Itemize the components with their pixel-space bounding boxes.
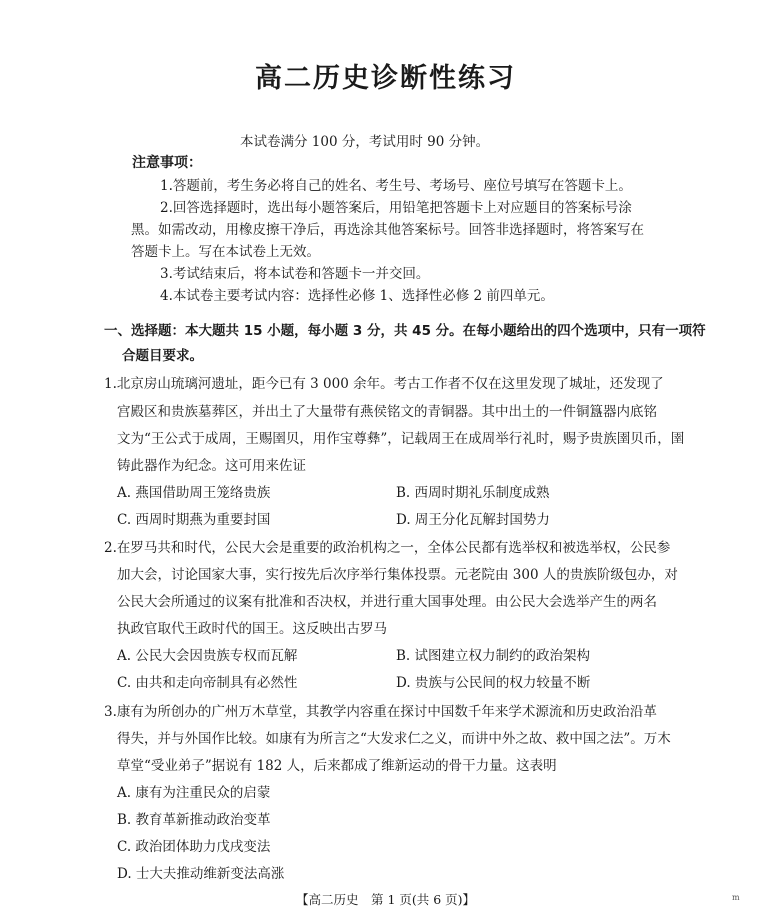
question-2-option-a: A. 公民大会因贵族专权而瓦解 xyxy=(117,648,298,664)
question-3-stem: 得失，并与外国作比较。如康有为所言之“大发求仁之义，而讲中外之故、救中国之法”。万木 xyxy=(117,731,671,747)
question-1-option-c: C. 西周时期燕为重要封国 xyxy=(117,512,271,528)
corner-mark: m xyxy=(732,893,740,902)
question-2-stem: 执政官取代王政时代的国王。这反映出古罗马 xyxy=(117,621,387,637)
question-1-stem: 文为“王公式于成周，王赐圉贝，用作宝尊彝”，记载周王在成周举行礼时，赐予贵族圉贝币，圉 xyxy=(117,431,685,447)
question-2-stem: 2.在罗马共和时代，公民大会是重要的政治机构之一，全体公民都有选举权和被选举权，公民参 xyxy=(104,540,671,556)
question-1-option-d: D. 周王分化瓦解封国势力 xyxy=(396,512,550,528)
section-heading-cont: 合题目要求。 xyxy=(122,348,203,364)
notice-line: 4.本试卷主要考试内容：选择性必修 1、选择性必修 2 前四单元。 xyxy=(160,288,554,304)
notice-line: 3.考试结束后，将本试卷和答题卡一并交回。 xyxy=(160,266,430,282)
question-3-option-c: C. 政治团体助力戊戌变法 xyxy=(117,839,271,855)
question-2-stem: 公民大会所通过的议案有批准和否决权，并进行重大国事处理。由公民大会选举产生的两名 xyxy=(117,594,657,610)
question-1-stem: 1.北京房山琉璃河遗址，距今已有 3 000 余年。考古工作者不仅在这里发现了城址，还发现了 xyxy=(104,376,664,392)
question-1-option-b: B. 西周时期礼乐制度成熟 xyxy=(396,485,550,501)
question-3-option-b: B. 教育革新推动政治变革 xyxy=(117,812,271,828)
question-2-option-d: D. 贵族与公民间的权力较量不断 xyxy=(396,675,591,691)
notice-heading: 注意事项： xyxy=(132,155,202,171)
question-3-option-d: D. 士大夫推动维新变法高涨 xyxy=(117,866,285,882)
question-2-option-b: B. 试图建立权力制约的政治架构 xyxy=(396,648,591,664)
question-1-stem: 铸此器作为纪念。这可用来佐证 xyxy=(117,458,306,474)
question-1-stem: 宫殿区和贵族墓葬区，并出土了大量带有燕侯铭文的青铜器。其中出土的一件铜簋器内底铭 xyxy=(117,404,657,420)
notice-line: 黑。如需改动，用橡皮擦干净后，再选涂其他答案标号。回答非选择题时，将答案写在 xyxy=(131,222,644,238)
question-1-option-a: A. 燕国借助周王笼络贵族 xyxy=(117,485,271,501)
notice-line: 1.答题前，考生务必将自己的姓名、考生号、考场号、座位号填写在答题卡上。 xyxy=(160,178,632,194)
question-3-option-a: A. 康有为注重民众的启蒙 xyxy=(117,785,271,801)
question-3-stem: 草堂“受业弟子”据说有 182 人，后来都成了维新运动的骨干力量。这表明 xyxy=(117,758,557,774)
intro-text: 本试卷满分 100 分，考试用时 90 分钟。 xyxy=(240,134,490,150)
notice-line: 答题卡上。写在本试卷上无效。 xyxy=(131,244,320,260)
question-2-option-c: C. 由共和走向帝制具有必然性 xyxy=(117,675,298,691)
section-heading: 一、选择题：本大题共 15 小题，每小题 3 分，共 45 分。在每小题给出的四个选项中，只有一项符 xyxy=(104,323,706,339)
page-footer: 【高二历史 第 1 页(共 6 页)】 xyxy=(295,892,476,907)
question-2-stem: 加大会，讨论国家大事，实行按先后次序举行集体投票。元老院由 300 人的贵族阶级包办，对 xyxy=(117,567,678,583)
notice-line: 2.回答选择题时，选出每小题答案后，用铅笔把答题卡上对应题目的答案标号涂 xyxy=(160,200,632,216)
question-3-stem: 3.康有为所创办的广州万木草堂，其教学内容重在探讨中国数千年来学术源流和历史政治沿革 xyxy=(104,704,657,720)
page-title: 高二历史诊断性练习 xyxy=(255,63,516,94)
